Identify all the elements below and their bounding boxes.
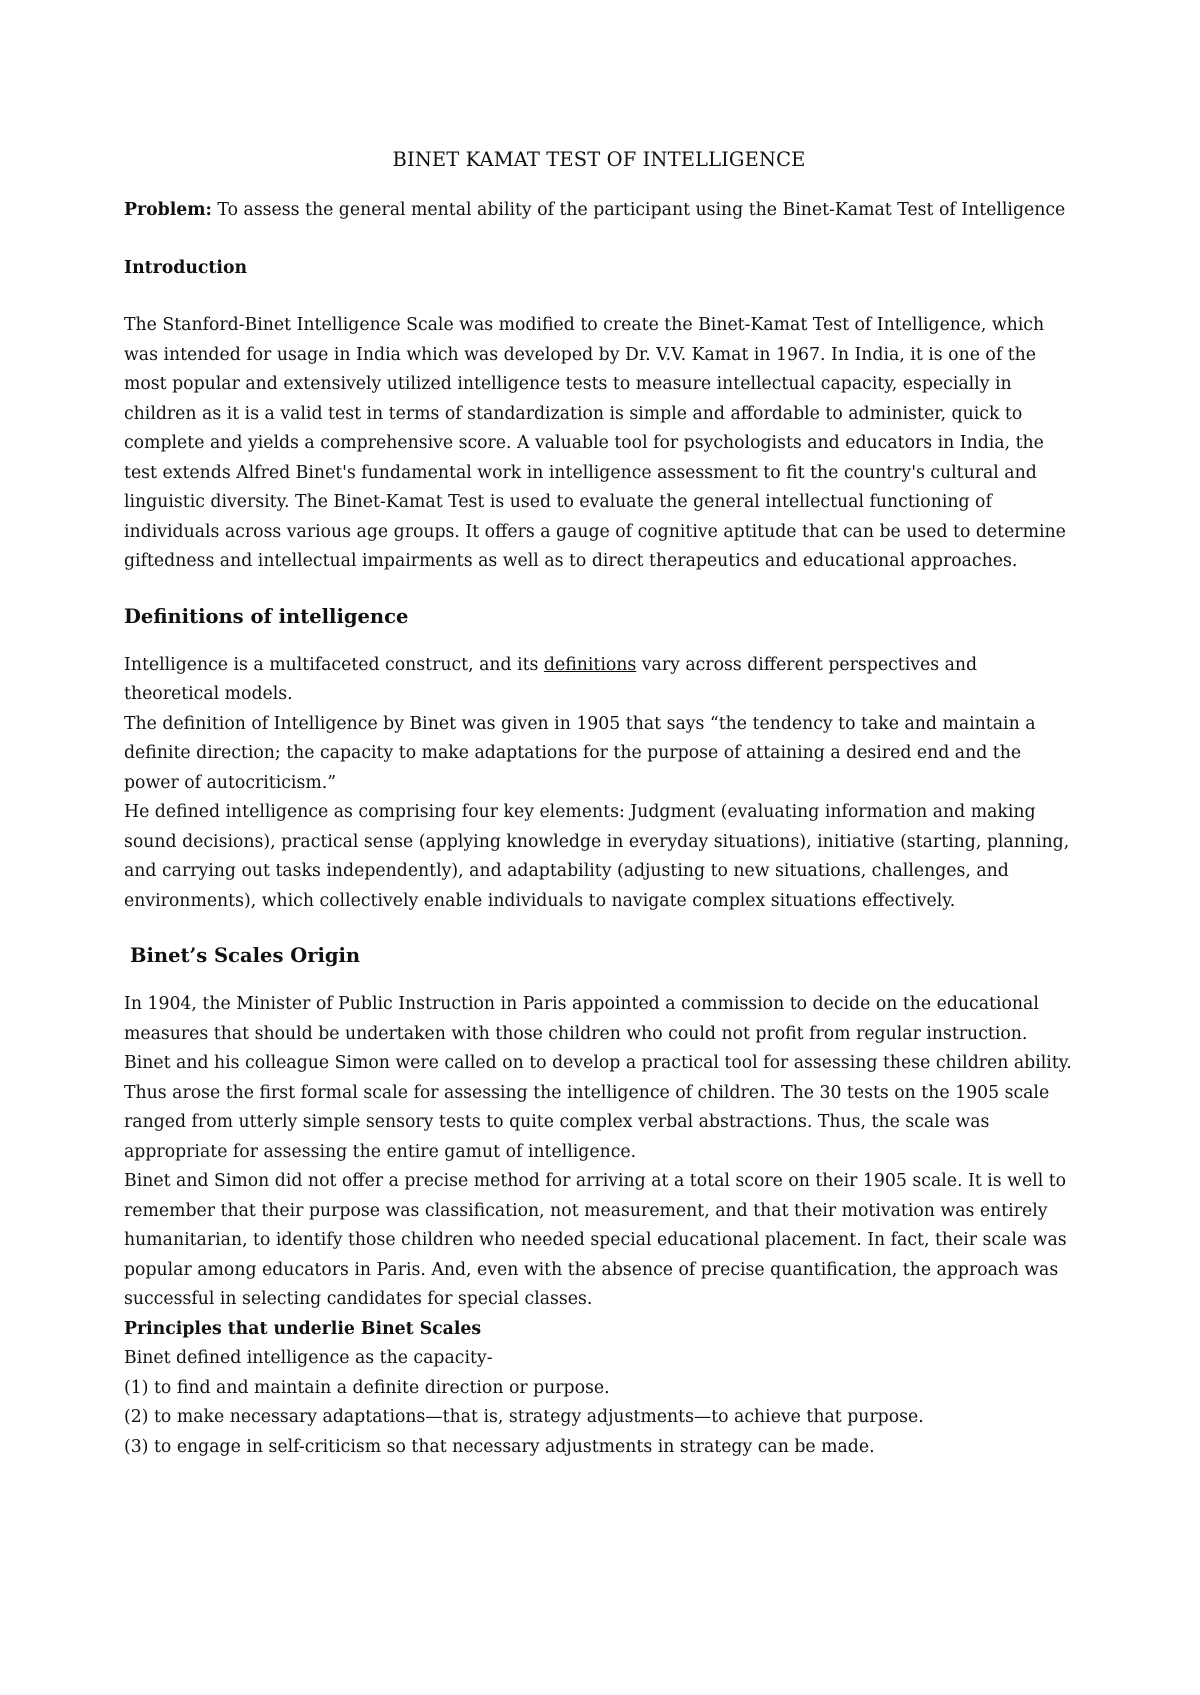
document-title: BINET KAMAT TEST OF INTELLIGENCE xyxy=(392,148,806,171)
problem-label: Problem: xyxy=(124,200,212,220)
document-page xyxy=(124,146,1074,1462)
principles-item-3: (3) to engage in self-criticism so that necessary adjustments in strategy can be made. xyxy=(124,1436,875,1457)
principles-item-1: (1) to find and maintain a definite direction or purpose. xyxy=(124,1377,610,1398)
definitions-paragraph-2: The definition of Intelligence by Binet was given in 1905 that says “the tendency to take and maintain a definite direction; the capacity to make adaptations for the purpose of attaining a desired end and the power of autocriticism.” xyxy=(124,713,1036,793)
problem-statement xyxy=(124,196,1074,226)
definitions-paragraph-1 xyxy=(124,651,1074,710)
origin-paragraph-2: Binet and Simon did not offer a precise method for arriving at a total score on their 1905 scale. It is well to remember that their purpose was classification, not measurement, and that their motivation was entirely humanitarian, to identify those children who needed special educational placement. In fact, their scale was popular among educators in Paris. And, even with the absence of precise quantification, the approach was successful in selecting candidates for special classes. xyxy=(124,1171,1067,1309)
introduction-body: The Stanford-Binet Intelligence Scale was modified to create the Binet-Kamat Test of Intelligence, which was intended for usage in India which was developed by Dr. V.V. Kamat in 1967. In India, it is one of the most popular and extensively utilized intelligence tests to measure intellectual capacity, especially in children as it is a valid test in terms of standardization is simple and affordable to administer, quick to complete and yields a comprehensive score. A valuable tool for psychologists and educators in India, the test extends Alfred Binet's fundamental work in intelligence assessment to fit the country's cultural and linguistic diversity. The Binet-Kamat Test is used to evaluate the general intellectual functioning of individuals across various age groups. It offers a gauge of cognitive aptitude that can be used to determine giftedness and intellectual impairments as well as to direct therapeutics and educational approaches. xyxy=(124,315,1066,571)
definitions-link[interactable]: definitions xyxy=(543,654,637,675)
principles-item-2: (2) to make necessary adaptations—that is, strategy adjustments—to achieve that purpose. xyxy=(124,1407,924,1427)
principles-intro: Binet defined intelligence as the capacity- xyxy=(124,1348,493,1368)
origin-paragraph-1: In 1904, the Minister of Public Instruction in Paris appointed a commission to decide on the educational measures that should be undertaken with those children who could not profit from regular instruction. Binet and his colleague Simon were called on to develop a practical tool for assessing these children ability. Thus arose the first formal scale for assessing the intelligence of children. The 30 tests on the 1905 scale ranged from utterly simple sensory tests to quite complex verbal abstractions. Thus, the scale was appropriate for assessing the entire gamut of intelligence. xyxy=(124,994,1072,1162)
principles-heading: Principles that underlie Binet Scales xyxy=(124,1318,482,1339)
definitions-p1-after: vary across different perspectives and theoretical models. xyxy=(124,654,978,704)
introduction-heading: Introduction xyxy=(124,257,248,278)
definitions-p1-before: Intelligence is a multifaceted construct, and its xyxy=(124,654,544,675)
origin-heading: Binet’s Scales Origin xyxy=(130,944,361,967)
problem-text: To assess the general mental ability of the participant using the Binet-Kamat Test of Intelligence xyxy=(211,200,1066,220)
definitions-heading: Definitions of intelligence xyxy=(124,604,409,628)
definitions-paragraph-3: He defined intelligence as comprising four key elements: Judgment (evaluating information and making sound decisions), practical sense (applying knowledge in everyday situations), initiative (starting, planning, and carrying out tasks independently), and adaptability (adjusting to new situations, challenges, and environments), which collectively enable individuals to navigate complex situations effectively. xyxy=(124,802,1070,911)
